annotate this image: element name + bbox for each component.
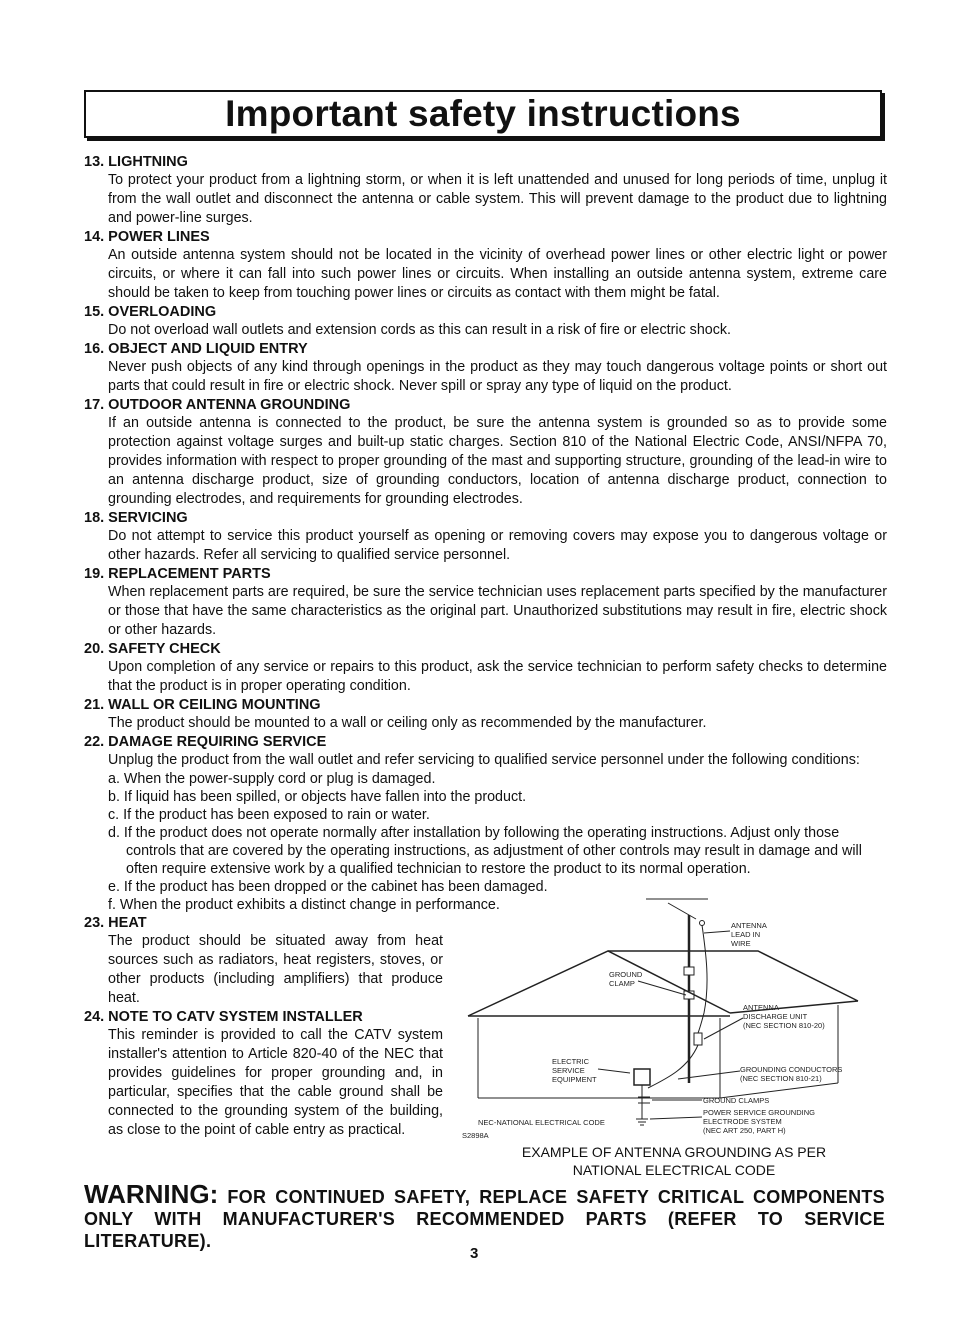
section-heading: 22. DAMAGE REQUIRING SERVICE bbox=[84, 734, 327, 750]
antenna-grounding-illustration bbox=[458, 893, 888, 1143]
section-object-liquid-entry bbox=[84, 340, 887, 396]
list-item: c. If the product has been exposed to rain or water. bbox=[108, 807, 430, 823]
leader-discharge bbox=[704, 1018, 743, 1039]
section-heading: 17. OUTDOOR ANTENNA GROUNDING bbox=[84, 397, 351, 413]
list-item: f. When the product exhibits a distinct change in performance. bbox=[108, 897, 500, 913]
section-heading: 14. POWER LINES bbox=[84, 229, 210, 245]
diagram-label: ELECTRIC bbox=[552, 1057, 590, 1066]
section-text: To protect your product from a lightning storm, or when it is left unattended and unused for long periods of time, unplug it from the wall outlet and disconnect the antenna or cable system. This will prevent damage to the product due to lightning and power-line surges. bbox=[108, 172, 887, 226]
diagram-label: (NEC SECTION 810-20) bbox=[743, 1021, 825, 1030]
section-text: This reminder is provided to call the CATV system installer's attention to Article 820-40 of the NEC that provides guidelines for proper grounding and, in particular, specifies that the cable ground shall be connected to the grounding system of the building, as close to the point of cable entry as practical. bbox=[108, 1027, 443, 1138]
diagram-label: EQUIPMENT bbox=[552, 1075, 597, 1084]
warning-label: WARNING: bbox=[84, 1179, 219, 1209]
warning-notice bbox=[84, 1179, 885, 1252]
diagram-label: ANTENNA bbox=[731, 921, 767, 930]
discharge-unit bbox=[694, 1033, 702, 1045]
diagram-label: GROUNDING CONDUCTORS bbox=[740, 1065, 843, 1074]
title-box bbox=[84, 90, 882, 138]
section-replacement-parts bbox=[84, 565, 887, 640]
diagram-label: GROUND bbox=[609, 970, 643, 979]
section-text: Do not overload wall outlets and extension cords as this can result in a risk of fire or electric shock. bbox=[108, 322, 732, 338]
section-safety-check bbox=[84, 640, 887, 696]
lead-in-wire bbox=[698, 925, 707, 1033]
section-wall-ceiling-mounting bbox=[84, 696, 887, 733]
section-catv-installer bbox=[84, 1008, 443, 1140]
diagram-label: DISCHARGE UNIT bbox=[743, 1012, 808, 1021]
section-servicing bbox=[84, 509, 887, 565]
grounding-conductor bbox=[648, 1045, 698, 1088]
section-text: If an outside antenna is connected to the product, be sure the antenna system is grounded so as to provide some protection against voltage surges and built-up static charges. Section 810 of the National Electric Code, ANSI/NFPA 70, provides information with respect to proper grounding of the mast and supporting structure, grounding of the lead-in wire to an antenna discharge product, size of grounding conductors, location of antenna discharge product, connection to grounding electrodes, and requirements for grounding electrodes. bbox=[108, 415, 887, 507]
section-text: When replacement parts are required, be sure the service technician uses replacement parts specified by the manufacturer or those that have the same characteristics as the original part. Unauthorized substitutions may result in fire, electric shock or other hazards. bbox=[108, 584, 887, 638]
electric-service-box bbox=[634, 1069, 650, 1085]
mast-clamp-upper bbox=[684, 967, 694, 975]
diagram-label: ELECTRODE SYSTEM bbox=[703, 1117, 782, 1126]
list-item: d. If the product does not operate normally after installation by following the operating instructions. Adjust only those controls that are covered by the operating instructions, as adjustment of other controls may result in damage and will often require extensive work by a qualified technician to restore the product to its normal operation. bbox=[108, 825, 862, 877]
caption-line: NATIONAL ELECTRICAL CODE bbox=[572, 1162, 776, 1178]
section-text: Never push objects of any kind through openings in the product as they may touch dangerous voltage points or short out parts that could result in fire or electric shock. Never spill or spray any type of liquid on the product. bbox=[108, 359, 887, 394]
section-text: Upon completion of any service or repairs to this product, ask the service technician to perform safety checks to determine that the product is in proper operating condition. bbox=[108, 659, 887, 694]
page-title: Important safety instructions bbox=[225, 93, 741, 134]
section-heat bbox=[84, 914, 443, 1008]
warning-text: FOR CONTINUED SAFETY, REPLACE SAFETY CRITICAL COMPONENTS ONLY WITH MANUFACTURER'S RECOMMENDED PARTS (REFER TO SERVICE LITERATURE). bbox=[84, 1187, 885, 1251]
diagram-label: (NEC SECTION 810-21) bbox=[740, 1074, 822, 1083]
diagram-caption bbox=[484, 1143, 864, 1179]
section-heading: 21. WALL OR CEILING MOUNTING bbox=[84, 697, 321, 713]
diagram-label: ANTENNA bbox=[743, 1003, 779, 1012]
caption-line: EXAMPLE OF ANTENNA GROUNDING AS PER bbox=[521, 1144, 827, 1160]
diagram-label: POWER SERVICE GROUNDING bbox=[703, 1108, 815, 1117]
diagram-code: S2898A bbox=[462, 1131, 489, 1140]
section-damage-requiring-service bbox=[84, 733, 887, 914]
section-text: The product should be situated away from heat sources such as radiators, heat registers, stoves, or other products (including amplifiers) that produce heat. bbox=[108, 933, 443, 1006]
section-lightning bbox=[84, 153, 887, 228]
section-heading: 18. SERVICING bbox=[84, 510, 188, 526]
section-heading: 13. LIGHTNING bbox=[84, 154, 188, 170]
leader-power bbox=[650, 1117, 702, 1119]
diagram-label: CLAMP bbox=[609, 979, 635, 988]
list-item: b. If liquid has been spilled, or objects have fallen into the product. bbox=[108, 789, 527, 805]
page-number: 3 bbox=[470, 1245, 479, 1262]
diagram-label: GROUND CLAMPS bbox=[703, 1096, 770, 1105]
section-heading: 15. OVERLOADING bbox=[84, 304, 217, 320]
section-text: The product should be mounted to a wall or ceiling only as recommended by the manufacturer. bbox=[108, 715, 707, 731]
roof-left bbox=[468, 951, 730, 1016]
diagram-label: WIRE bbox=[731, 939, 751, 948]
section-power-lines bbox=[84, 228, 887, 303]
leader-conductors bbox=[678, 1071, 740, 1079]
lead-in-connector bbox=[700, 921, 705, 926]
section-heading: 19. REPLACEMENT PARTS bbox=[84, 566, 271, 582]
roof-ridge bbox=[608, 951, 858, 1001]
antenna-element bbox=[668, 903, 696, 919]
diagram-label: SERVICE bbox=[552, 1066, 585, 1075]
section-heading: 24. NOTE TO CATV SYSTEM INSTALLER bbox=[84, 1009, 363, 1025]
section-text: Do not attempt to service this product yourself as opening or removing covers may expose you to dangerous voltage or other hazards. Refer all servicing to qualified service personnel. bbox=[108, 528, 887, 563]
list-item: a. When the power-supply cord or plug is damaged. bbox=[108, 771, 436, 787]
section-text: An outside antenna system should not be located in the vicinity of overhead power lines or other electric light or power circuits, or where it can fall into such power lines or circuits. When installing an outside antenna system, extreme care should be taken to keep from touching power lines or circuits as contact with them might be fatal. bbox=[108, 247, 887, 301]
diagram-label: LEAD IN bbox=[731, 930, 761, 939]
diagram-label: NEC-NATIONAL ELECTRICAL CODE bbox=[478, 1118, 605, 1127]
section-heading: 23. HEAT bbox=[84, 915, 147, 931]
list-item: e. If the product has been dropped or the cabinet has been damaged. bbox=[108, 879, 548, 895]
section-outdoor-antenna-grounding bbox=[84, 396, 887, 509]
section-overloading bbox=[84, 303, 887, 340]
leader-clamp bbox=[638, 981, 686, 995]
diagram-label: (NEC ART 250, PART H) bbox=[703, 1126, 786, 1135]
section-heading: 16. OBJECT AND LIQUID ENTRY bbox=[84, 341, 308, 357]
antenna-grounding-diagram bbox=[458, 893, 888, 1143]
section-text: Unplug the product from the wall outlet and refer servicing to qualified service personnel under the following conditions: bbox=[108, 752, 860, 768]
leader-antenna bbox=[704, 931, 730, 933]
leader-electric bbox=[598, 1069, 630, 1073]
section-heading: 20. SAFETY CHECK bbox=[84, 641, 221, 657]
